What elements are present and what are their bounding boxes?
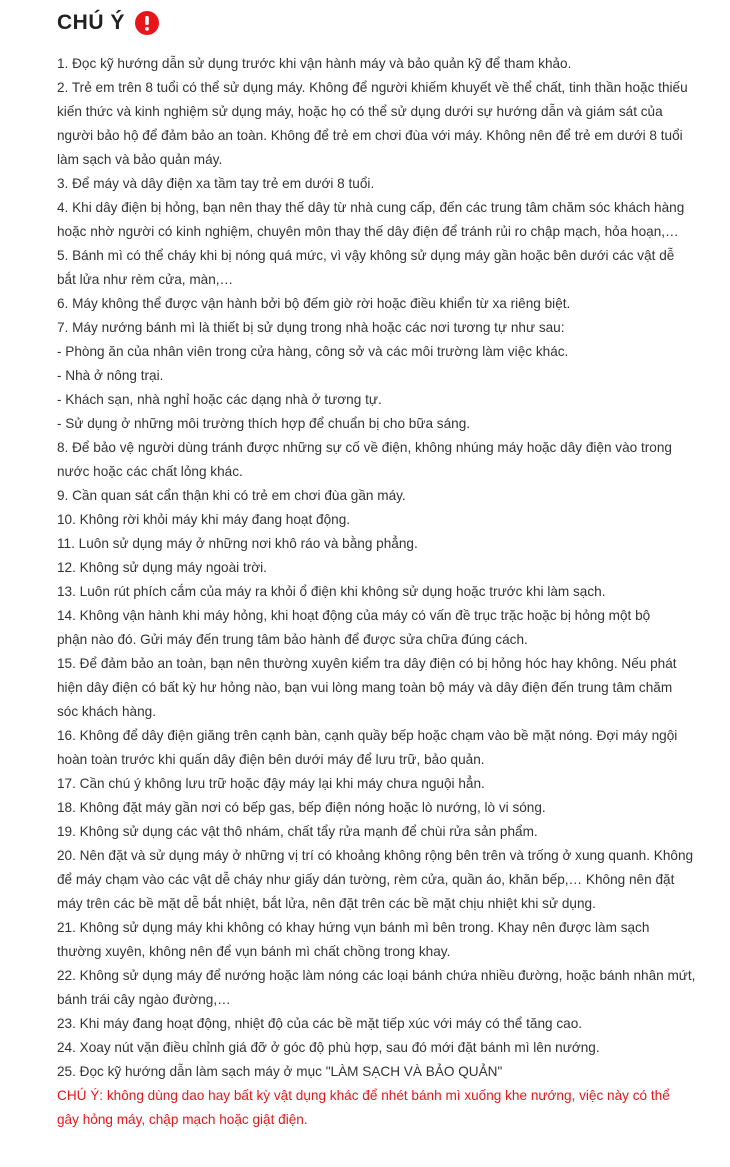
notice-content [57,52,707,1132]
instruction-line: 20. Nên đặt và sử dụng máy ở những vị trí có khoảng không rộng bên trên và trống ở xung quanh. Không [57,848,694,863]
instruction-line: - Nhà ở nông trại. [57,368,164,383]
warning-note [57,1084,707,1132]
warning-line: gây hỏng máy, chập mạch hoặc giật điện. [57,1112,308,1127]
instruction-line: 2. Trẻ em trên 8 tuổi có thể sử dụng máy. Không để người khiếm khuyết về thể chất, tinh thần hoặc thiếu [57,80,688,95]
instruction-line: 17. Cần chú ý không lưu trữ hoặc đậy máy lại khi máy chưa nguội hẳn. [57,776,485,791]
instruction-line: bánh trái cây ngào đường,… [57,992,231,1007]
instruction-line: 22. Không sử dụng máy để nướng hoặc làm nóng các loại bánh chứa nhiều đường, hoặc bánh nhân mứt, [57,968,696,983]
instruction-line: bắt lửa như rèm cửa, màn,… [57,272,234,287]
instruction-line: 23. Khi máy đang hoạt động, nhiệt độ của các bề mặt tiếp xúc với máy có thể tăng cao. [57,1016,583,1031]
exclamation-circle-icon [135,11,159,35]
instruction-line: để máy chạm vào các vật dễ cháy như giấy dán tường, rèm cửa, quần áo, khăn bếp,… Không nên đặt [57,872,675,887]
instruction-line: 3. Để máy và dây điện xa tầm tay trẻ em dưới 8 tuổi. [57,176,375,191]
instruction-line: hoàn toàn trước khi quấn dây điện bên dưới máy để lưu trữ, bảo quản. [57,752,485,767]
instruction-line: 9. Cần quan sát cẩn thận khi có trẻ em chơi đùa gần máy. [57,488,406,503]
instruction-line: hoặc nhờ người có kinh nghiệm, chuyên môn thay thế dây điện để tránh rủi ro chập mạch, hỏa hoạn,… [57,224,679,239]
instruction-line: kiến thức và kinh nghiệm sử dụng máy, hoặc họ có thể sử dụng dưới sự hướng dẫn và giám sát của [57,104,663,119]
instruction-line: 4. Khi dây điện bị hỏng, bạn nên thay thế dây từ nhà cung cấp, đến các trung tâm chăm sóc khách hàng [57,200,685,215]
instruction-line: 11. Luôn sử dụng máy ở những nơi khô ráo và bằng phẳng. [57,536,418,551]
instruction-line: 14. Không vận hành khi máy hỏng, khi hoạt động của máy có vấn đề trục trặc hoặc bị hỏng một bộ [57,608,651,623]
instruction-line: 6. Máy không thể được vận hành bởi bộ đếm giờ rời hoặc điều khiển từ xa riêng biệt. [57,296,571,311]
instruction-line: 15. Để đảm bảo an toàn, bạn nên thường xuyên kiểm tra dây điện có bị hỏng hóc hay không. Nếu phát [57,656,677,671]
instruction-line: phận nào đó. Gửi máy đến trung tâm bảo hành để được sửa chữa đúng cách. [57,632,528,647]
instruction-line: - Phòng ăn của nhân viên trong cửa hàng, công sở và các môi trường làm việc khác. [57,344,569,359]
instruction-line: 8. Để bảo vệ người dùng tránh được những sự cố về điện, không nhúng máy hoặc dây điện vào trong [57,440,672,455]
instruction-line: 13. Luôn rút phích cắm của máy ra khỏi ổ điện khi không sử dụng hoặc trước khi làm sạch. [57,584,606,599]
instruction-line: người bảo hộ để đảm bảo an toàn. Không để trẻ em chơi đùa với máy. Không nên để trẻ em dưới 8 tuổi [57,128,683,143]
instruction-line: 24. Xoay nút vặn điều chỉnh giá đỡ ở góc độ phù hợp, sau đó mới đặt bánh mì lên nướng. [57,1040,600,1055]
page-title: CHÚ Ý [57,11,125,34]
warning-line: CHÚ Ý: không dùng dao hay bất kỳ vật dụng khác để nhét bánh mì xuống khe nướng, việc này có thể [57,1088,670,1103]
instruction-line: hiện dây điện có bất kỳ hư hỏng nào, bạn vui lòng mang toàn bộ máy và dây điện đến trung tâm chăm [57,680,673,695]
instruction-line: - Khách sạn, nhà nghỉ hoặc các dạng nhà ở tương tự. [57,392,382,407]
instruction-line: 18. Không đặt máy gần nơi có bếp gas, bếp điện nóng hoặc lò nướng, lò vi sóng. [57,800,546,815]
instruction-line: 16. Không để dây điện giăng trên cạnh bàn, cạnh quầy bếp hoặc chạm vào bề mặt nóng. Đợi máy ngội [57,728,678,743]
instruction-line: 19. Không sử dụng các vật thô nhám, chất tẩy rửa mạnh để chùi rửa sản phẩm. [57,824,538,839]
instruction-line: 12. Không sử dụng máy ngoài trời. [57,560,267,575]
instruction-line: 5. Bánh mì có thể cháy khi bị nóng quá mức, vì vậy không sử dụng máy gần hoặc bên dưới các vật dễ [57,248,675,263]
instruction-line: 25. Đọc kỹ hướng dẫn làm sạch máy ở mục "LÀM SẠCH VÀ BẢO QUẢN" [57,1064,503,1079]
instruction-line: 7. Máy nướng bánh mì là thiết bị sử dụng trong nhà hoặc các nơi tương tự như sau: [57,320,565,335]
instruction-line: máy trên các bề mặt dễ bắt nhiệt, bắt lửa, nên đặt trên các bề mặt chịu nhiệt khi sử dụng. [57,896,596,911]
instruction-list [57,52,707,1084]
instruction-line: - Sử dụng ở những môi trường thích hợp để chuẩn bị cho bữa sáng. [57,416,471,431]
notice-header [57,8,159,38]
instruction-line: 10. Không rời khỏi máy khi máy đang hoạt động. [57,512,351,527]
instruction-line: 1. Đọc kỹ hướng dẫn sử dụng trước khi vận hành máy và bảo quản kỹ để tham khảo. [57,56,572,71]
instruction-line: sóc khách hàng. [57,704,156,719]
instruction-line: nước hoặc các chất lỏng khác. [57,464,243,479]
instruction-line: làm sạch và bảo quản máy. [57,152,223,167]
instruction-line: 21. Không sử dụng máy khi không có khay hứng vụn bánh mì bên trong. Khay nên được làm sạch [57,920,650,935]
instruction-line: thường xuyên, không nên để vụn bánh mì chất chồng trong khay. [57,944,451,959]
